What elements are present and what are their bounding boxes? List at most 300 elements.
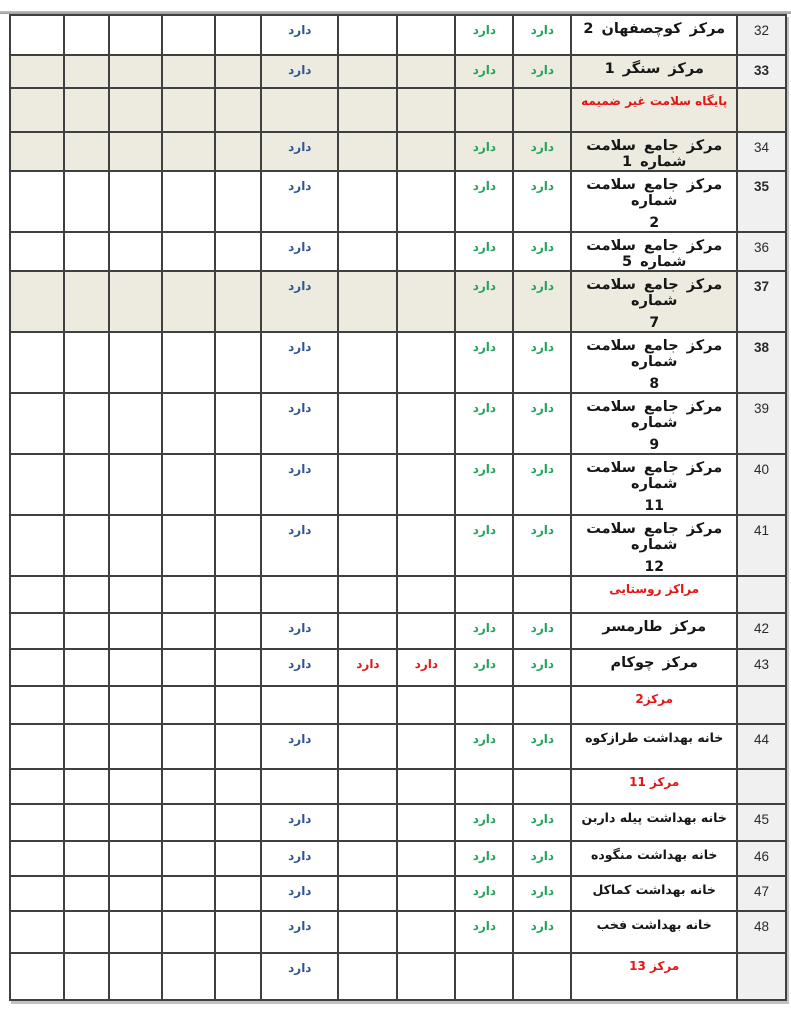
empty-cell — [397, 88, 455, 132]
center-name: خانه بهداشت فخب — [596, 917, 712, 932]
empty-cell — [162, 724, 216, 769]
empty-cell — [215, 15, 261, 55]
empty-cell — [109, 841, 162, 876]
empty-cell — [64, 332, 109, 393]
empty-cell — [162, 332, 216, 393]
empty-cell — [338, 613, 397, 649]
empty-cell — [10, 271, 64, 332]
status-cell-blue: دارد — [261, 393, 338, 454]
section-header-cell — [571, 686, 737, 724]
empty-cell — [109, 686, 162, 724]
status-cell-blue: دارد — [261, 171, 338, 232]
center-number-line: 11 — [644, 498, 664, 514]
empty-cell — [397, 232, 455, 271]
empty-cell — [338, 171, 397, 232]
empty-cell — [109, 55, 162, 88]
section-header-label: مرکز 11 — [629, 775, 680, 789]
empty-cell — [338, 393, 397, 454]
row-number-cell: 32 — [737, 15, 786, 55]
row-number-cell: 40 — [737, 454, 786, 515]
status-cell-blue: دارد — [261, 232, 338, 271]
empty-cell — [338, 332, 397, 393]
section-header-row — [10, 576, 786, 613]
empty-cell — [64, 911, 109, 953]
row-number-cell: 45 — [737, 804, 786, 841]
empty-cell — [109, 876, 162, 911]
center-name-cell — [571, 393, 737, 454]
empty-cell — [10, 576, 64, 613]
status-cell-blue: دارد — [261, 911, 338, 953]
table-row — [10, 876, 786, 911]
empty-cell — [397, 576, 455, 613]
empty-cell — [64, 171, 109, 232]
center-name: مرکز جامع سلامت شماره 5 — [586, 238, 723, 270]
section-header-row — [10, 953, 786, 1000]
empty-cell — [10, 132, 64, 171]
status-cell-green: دارد — [455, 911, 513, 953]
center-name: مرکز جامع سلامت شماره — [586, 277, 723, 309]
center-name-cell — [571, 271, 737, 332]
empty-cell — [10, 911, 64, 953]
center-number-line: 9 — [649, 437, 660, 453]
table-row — [10, 332, 786, 393]
empty-cell — [338, 911, 397, 953]
empty-cell — [261, 686, 338, 724]
empty-cell — [215, 649, 261, 686]
status-cell-green: دارد — [513, 15, 571, 55]
empty-cell — [64, 649, 109, 686]
empty-cell — [215, 132, 261, 171]
empty-cell — [10, 332, 64, 393]
center-name-cell — [571, 15, 737, 55]
empty-cell — [397, 171, 455, 232]
empty-cell — [64, 953, 109, 1000]
status-cell-green: دارد — [513, 804, 571, 841]
empty-cell — [109, 454, 162, 515]
center-name-cell — [571, 841, 737, 876]
table-row — [10, 55, 786, 88]
empty-cell — [455, 953, 513, 1000]
row-number-cell: 34 — [737, 132, 786, 171]
center-name: خانه بهداشت طرازکوه — [585, 730, 724, 745]
center-name: مرکز چوکام — [610, 655, 698, 671]
empty-cell — [397, 804, 455, 841]
empty-cell — [397, 15, 455, 55]
table-row — [10, 613, 786, 649]
empty-cell — [397, 841, 455, 876]
section-header-label: مراکز روستایی — [609, 582, 700, 596]
section-header-label: پایگاه سلامت غیر ضمیمه — [581, 94, 728, 108]
empty-cell — [64, 55, 109, 88]
empty-cell — [64, 724, 109, 769]
empty-cell — [162, 686, 216, 724]
empty-cell — [338, 454, 397, 515]
status-cell-green: دارد — [455, 171, 513, 232]
empty-cell — [397, 724, 455, 769]
empty-cell — [215, 271, 261, 332]
table-row — [10, 911, 786, 953]
section-header-row — [10, 769, 786, 804]
table-row — [10, 841, 786, 876]
status-cell-green: دارد — [455, 649, 513, 686]
empty-cell — [109, 724, 162, 769]
status-cell-blue: دارد — [261, 55, 338, 88]
empty-cell — [162, 841, 216, 876]
row-number-cell — [737, 88, 786, 132]
status-cell-blue: دارد — [261, 454, 338, 515]
empty-cell — [397, 911, 455, 953]
table-row — [10, 15, 786, 55]
status-cell-green: دارد — [455, 515, 513, 576]
center-name: مرکز جامع سلامت شماره — [586, 521, 723, 553]
empty-cell — [64, 271, 109, 332]
empty-cell — [397, 769, 455, 804]
empty-cell — [215, 393, 261, 454]
empty-cell — [215, 953, 261, 1000]
empty-cell — [513, 769, 571, 804]
empty-cell — [215, 911, 261, 953]
empty-cell — [109, 649, 162, 686]
center-name: مرکز کوچصفهان 2 — [583, 21, 726, 37]
empty-cell — [513, 88, 571, 132]
empty-cell — [109, 804, 162, 841]
empty-cell — [397, 55, 455, 88]
center-name: خانه بهداشت منگوده — [591, 847, 718, 862]
empty-cell — [162, 232, 216, 271]
empty-cell — [162, 171, 216, 232]
status-cell-green: دارد — [513, 649, 571, 686]
empty-cell — [10, 232, 64, 271]
empty-cell — [10, 55, 64, 88]
section-header-cell — [571, 576, 737, 613]
status-cell-blue: دارد — [261, 515, 338, 576]
empty-cell — [338, 576, 397, 613]
empty-cell — [455, 686, 513, 724]
empty-cell — [64, 88, 109, 132]
center-name: مرکز جامع سلامت شماره — [586, 399, 723, 431]
row-number-cell: 48 — [737, 911, 786, 953]
empty-cell — [162, 271, 216, 332]
empty-cell — [10, 724, 64, 769]
table-row — [10, 649, 786, 686]
empty-cell — [338, 15, 397, 55]
center-number-line: 7 — [649, 315, 660, 331]
empty-cell — [109, 332, 162, 393]
row-number-cell — [737, 686, 786, 724]
center-name-cell — [571, 804, 737, 841]
empty-cell — [109, 132, 162, 171]
table-row — [10, 454, 786, 515]
empty-cell — [109, 953, 162, 1000]
row-number-cell: 46 — [737, 841, 786, 876]
section-header-label: مرکز 13 — [629, 959, 680, 973]
empty-cell — [397, 686, 455, 724]
empty-cell — [397, 454, 455, 515]
center-name-cell — [571, 332, 737, 393]
status-cell-green: دارد — [513, 171, 571, 232]
row-number-cell: 42 — [737, 613, 786, 649]
empty-cell — [397, 953, 455, 1000]
status-cell-green: دارد — [513, 724, 571, 769]
status-cell-green: دارد — [455, 613, 513, 649]
empty-cell — [162, 88, 216, 132]
empty-cell — [455, 88, 513, 132]
empty-cell — [513, 576, 571, 613]
empty-cell — [215, 876, 261, 911]
center-name: خانه بهداشت پیله داربن — [581, 810, 727, 825]
empty-cell — [10, 15, 64, 55]
empty-cell — [10, 393, 64, 454]
status-cell-green: دارد — [455, 271, 513, 332]
empty-cell — [397, 271, 455, 332]
empty-cell — [10, 454, 64, 515]
status-cell-red: دارد — [397, 649, 455, 686]
empty-cell — [261, 769, 338, 804]
center-name: مرکز جامع سلامت شماره — [586, 177, 723, 209]
center-name: مرکز جامع سلامت شماره — [586, 338, 723, 370]
empty-cell — [64, 454, 109, 515]
empty-cell — [64, 15, 109, 55]
status-cell-blue: دارد — [261, 804, 338, 841]
empty-cell — [338, 876, 397, 911]
center-name-cell — [571, 876, 737, 911]
empty-cell — [215, 686, 261, 724]
empty-cell — [162, 132, 216, 171]
section-header-cell — [571, 88, 737, 132]
row-number-cell: 44 — [737, 724, 786, 769]
empty-cell — [215, 769, 261, 804]
table-body — [10, 15, 786, 1000]
status-cell-blue: دارد — [261, 271, 338, 332]
table-row — [10, 804, 786, 841]
center-name: مرکز طارمسر — [602, 619, 707, 635]
empty-cell — [10, 613, 64, 649]
empty-cell — [10, 841, 64, 876]
empty-cell — [10, 171, 64, 232]
empty-cell — [215, 88, 261, 132]
empty-cell — [162, 804, 216, 841]
center-name-cell — [571, 132, 737, 171]
empty-cell — [455, 576, 513, 613]
status-cell-green: دارد — [455, 332, 513, 393]
health-centers-table — [9, 14, 787, 1001]
empty-cell — [162, 576, 216, 613]
empty-cell — [109, 515, 162, 576]
status-cell-green: دارد — [513, 876, 571, 911]
table-row — [10, 232, 786, 271]
empty-cell — [215, 841, 261, 876]
center-name-cell — [571, 911, 737, 953]
empty-cell — [215, 55, 261, 88]
section-header-cell — [571, 769, 737, 804]
row-number-cell: 38 — [737, 332, 786, 393]
empty-cell — [261, 88, 338, 132]
empty-cell — [397, 132, 455, 171]
status-cell-blue: دارد — [261, 953, 338, 1000]
status-cell-green: دارد — [513, 911, 571, 953]
empty-cell — [10, 769, 64, 804]
status-cell-blue: دارد — [261, 132, 338, 171]
empty-cell — [513, 953, 571, 1000]
center-name-cell — [571, 613, 737, 649]
empty-cell — [10, 804, 64, 841]
empty-cell — [10, 876, 64, 911]
empty-cell — [109, 576, 162, 613]
status-cell-green: دارد — [513, 55, 571, 88]
empty-cell — [338, 724, 397, 769]
row-number-cell: 33 — [737, 55, 786, 88]
status-cell-blue: دارد — [261, 841, 338, 876]
empty-cell — [109, 769, 162, 804]
empty-cell — [109, 171, 162, 232]
table-row — [10, 271, 786, 332]
status-cell-green: دارد — [455, 804, 513, 841]
empty-cell — [10, 515, 64, 576]
center-number-line: 12 — [644, 559, 664, 575]
table-row — [10, 724, 786, 769]
center-name: مرکز جامع سلامت شماره 1 — [586, 138, 723, 170]
empty-cell — [215, 804, 261, 841]
empty-cell — [162, 649, 216, 686]
section-header-row — [10, 88, 786, 132]
status-cell-green: دارد — [513, 613, 571, 649]
status-cell-blue: دارد — [261, 15, 338, 55]
center-name-cell — [571, 232, 737, 271]
empty-cell — [338, 953, 397, 1000]
empty-cell — [261, 576, 338, 613]
status-cell-green: دارد — [513, 454, 571, 515]
center-name: مرکز جامع سلامت شماره — [586, 460, 723, 492]
empty-cell — [109, 271, 162, 332]
empty-cell — [64, 613, 109, 649]
empty-cell — [338, 804, 397, 841]
empty-cell — [162, 515, 216, 576]
empty-cell — [162, 613, 216, 649]
empty-cell — [215, 576, 261, 613]
empty-cell — [338, 769, 397, 804]
table-row — [10, 393, 786, 454]
empty-cell — [109, 911, 162, 953]
row-number-cell: 41 — [737, 515, 786, 576]
center-number-line: 8 — [649, 376, 660, 392]
empty-cell — [215, 232, 261, 271]
empty-cell — [162, 393, 216, 454]
status-cell-green: دارد — [513, 393, 571, 454]
empty-cell — [10, 686, 64, 724]
status-cell-red: دارد — [338, 649, 397, 686]
status-cell-green: دارد — [513, 271, 571, 332]
empty-cell — [338, 55, 397, 88]
section-header-cell — [571, 953, 737, 1000]
empty-cell — [10, 953, 64, 1000]
status-cell-blue: دارد — [261, 876, 338, 911]
empty-cell — [162, 55, 216, 88]
empty-cell — [397, 515, 455, 576]
center-name-cell — [571, 515, 737, 576]
table-row — [10, 171, 786, 232]
status-cell-green: دارد — [455, 232, 513, 271]
empty-cell — [162, 769, 216, 804]
empty-cell — [109, 393, 162, 454]
center-name-cell — [571, 724, 737, 769]
row-number-cell: 47 — [737, 876, 786, 911]
status-cell-green: دارد — [455, 454, 513, 515]
center-name-cell — [571, 55, 737, 88]
empty-cell — [64, 769, 109, 804]
row-number-cell: 35 — [737, 171, 786, 232]
row-number-cell: 37 — [737, 271, 786, 332]
empty-cell — [162, 454, 216, 515]
row-number-cell: 36 — [737, 232, 786, 271]
status-cell-green: دارد — [455, 393, 513, 454]
status-cell-green: دارد — [455, 876, 513, 911]
empty-cell — [338, 686, 397, 724]
row-number-cell — [737, 953, 786, 1000]
status-cell-blue: دارد — [261, 649, 338, 686]
status-cell-blue: دارد — [261, 332, 338, 393]
empty-cell — [109, 613, 162, 649]
status-cell-green: دارد — [455, 55, 513, 88]
row-number-cell — [737, 769, 786, 804]
empty-cell — [64, 515, 109, 576]
row-number-cell: 39 — [737, 393, 786, 454]
center-name: خانه بهداشت کماکل — [592, 882, 716, 897]
center-name: مرکز سنگر 1 — [604, 61, 704, 77]
status-cell-blue: دارد — [261, 724, 338, 769]
empty-cell — [64, 841, 109, 876]
section-header-label: مرکز2 — [635, 692, 674, 706]
status-cell-green: دارد — [513, 132, 571, 171]
status-cell-green: دارد — [455, 724, 513, 769]
empty-cell — [162, 15, 216, 55]
status-cell-green: دارد — [513, 515, 571, 576]
empty-cell — [215, 454, 261, 515]
empty-cell — [215, 171, 261, 232]
empty-cell — [162, 953, 216, 1000]
center-name-cell — [571, 454, 737, 515]
empty-cell — [109, 15, 162, 55]
status-cell-green: دارد — [513, 232, 571, 271]
status-cell-green: دارد — [455, 841, 513, 876]
table-row — [10, 132, 786, 171]
empty-cell — [338, 232, 397, 271]
empty-cell — [338, 132, 397, 171]
empty-cell — [64, 393, 109, 454]
empty-cell — [215, 724, 261, 769]
empty-cell — [109, 88, 162, 132]
empty-cell — [338, 88, 397, 132]
empty-cell — [397, 393, 455, 454]
empty-cell — [64, 576, 109, 613]
empty-cell — [162, 911, 216, 953]
empty-cell — [397, 332, 455, 393]
center-name-cell — [571, 649, 737, 686]
status-cell-green: دارد — [513, 332, 571, 393]
table-row — [10, 515, 786, 576]
row-number-cell: 43 — [737, 649, 786, 686]
empty-cell — [162, 876, 216, 911]
empty-cell — [64, 686, 109, 724]
center-name-cell — [571, 171, 737, 232]
empty-cell — [397, 613, 455, 649]
empty-cell — [64, 804, 109, 841]
empty-cell — [338, 841, 397, 876]
empty-cell — [64, 876, 109, 911]
center-number-line: 2 — [649, 215, 660, 231]
empty-cell — [10, 88, 64, 132]
empty-cell — [455, 769, 513, 804]
empty-cell — [338, 271, 397, 332]
